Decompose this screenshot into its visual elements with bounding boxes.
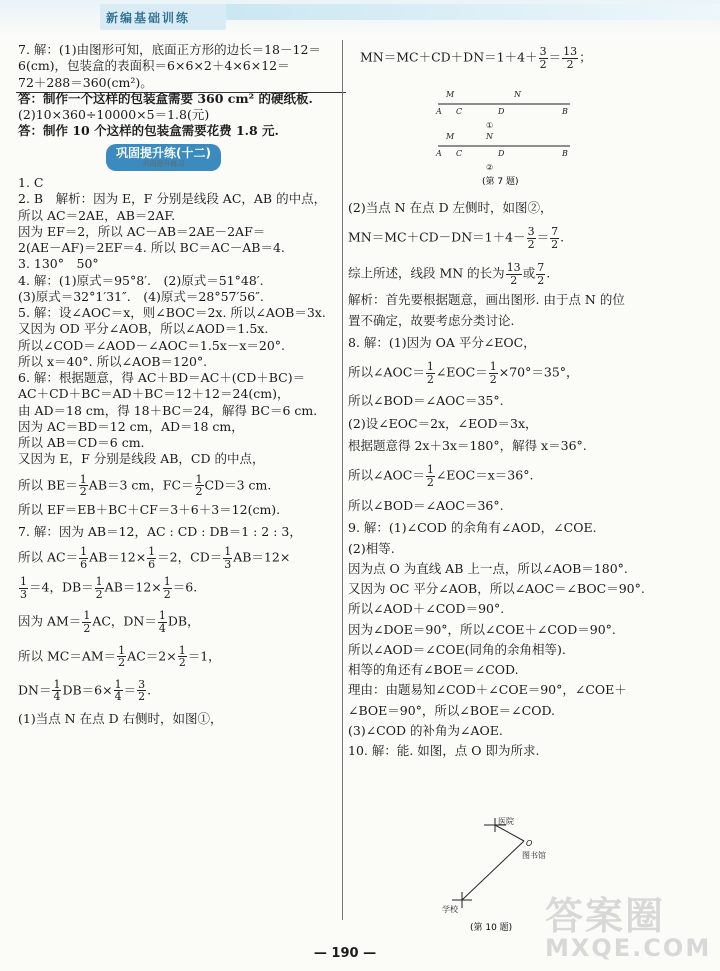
text-span: AB＝3 cm，FC＝ bbox=[88, 477, 194, 493]
text-line: (2)设∠EOC＝2x，∠EOD＝3x， bbox=[348, 415, 538, 431]
text-line: 10. 解：能. 如图，点 O 即为所求. bbox=[348, 743, 540, 759]
text-line: 5. 解：设∠AOC＝x，则∠BOC＝2x. 所以∠AOB＝3x. bbox=[18, 305, 326, 321]
fraction: $\frac{1}{2}$ bbox=[83, 609, 91, 636]
text-line: 所以 x＝40°. 所以∠AOB＝120°. bbox=[18, 353, 208, 369]
text-span: ＝4，DB＝ bbox=[29, 579, 94, 595]
text-line: 答：制作一个这样的包装盒需要 360 cm² 的硬纸板. bbox=[18, 90, 313, 106]
figure-10-diagram bbox=[440, 808, 550, 938]
text-line bbox=[348, 361, 678, 385]
text-span: ＝ bbox=[536, 229, 550, 245]
text-line bbox=[348, 464, 678, 488]
text-span: ∠EOC＝ bbox=[435, 364, 488, 380]
figure-7-diagram bbox=[430, 88, 580, 188]
text-line: 答：制作 10 个这样的包装盒需要花费 1.8 元. bbox=[18, 123, 279, 139]
text-span: AB＝12× bbox=[89, 549, 147, 565]
fraction: $\frac{1}{2}$ bbox=[426, 463, 434, 489]
text-line bbox=[18, 546, 338, 570]
fraction: $\frac{1}{3}$ bbox=[224, 545, 232, 571]
text-line: 置不确定，故要考虑分类讨论. bbox=[348, 312, 515, 328]
text-span: ×70°＝35°， bbox=[498, 364, 579, 380]
line-hospital-o bbox=[495, 825, 524, 841]
fraction: $\frac{1}{2}$ bbox=[163, 575, 171, 601]
label-hospital: 医院 bbox=[498, 817, 514, 826]
text-line: 所以 EF＝EB＋BC＋CF＝3＋6＋3＝12(cm). bbox=[18, 501, 281, 517]
label-c1: C bbox=[456, 107, 463, 116]
figure-7 bbox=[430, 88, 580, 188]
text-line: (2)当点 N 在点 D 左侧时，如图②， bbox=[348, 200, 553, 215]
text-span: ＝1， bbox=[187, 648, 221, 664]
book-title: 新编基础训练 bbox=[100, 4, 226, 30]
label-m2: M bbox=[446, 132, 455, 141]
text-span: AB＝12× bbox=[233, 549, 291, 565]
text-line: (1)当点 N 在点 D 右侧时，如图①， bbox=[18, 710, 223, 726]
text-span: 或 bbox=[522, 265, 536, 281]
figure-7-caption: (第 7 题) bbox=[482, 177, 519, 187]
text-line: 所以∠COD＝∠AOD－∠AOC＝1.5x－x＝20°. bbox=[18, 337, 285, 353]
fraction: $\frac{13}{2}$ bbox=[506, 261, 521, 287]
text-line: 相等的角还有∠BOE＝∠COD. bbox=[348, 662, 519, 678]
fraction: $\frac{1}{2}$ bbox=[195, 472, 203, 499]
fraction: $\frac{1}{2}$ bbox=[95, 575, 103, 601]
text-span: ＝2，CD＝ bbox=[157, 549, 223, 565]
text-line: 72＋288＝360(cm²)。 bbox=[18, 74, 153, 90]
text-line: 又因为 OD 平分∠AOB，所以∠AOD＝1.5x. bbox=[18, 321, 269, 337]
text-span: ＝ bbox=[548, 49, 562, 65]
label-c2: C bbox=[456, 149, 463, 158]
text-line: 2. B 解析：因为 E，F 分别是线段 AC，AB 的中点， bbox=[18, 191, 327, 207]
label-circle1: ① bbox=[486, 121, 494, 130]
text-line: 因为 EF＝2，所以 AC－AB＝2AE－2AF＝ bbox=[18, 223, 266, 239]
label-n2: N bbox=[486, 132, 493, 141]
text-span: DN＝ bbox=[18, 682, 52, 698]
header-ribbon bbox=[200, 4, 720, 20]
label-d2: D bbox=[498, 149, 505, 158]
label-b2: B bbox=[562, 149, 568, 158]
text-line bbox=[348, 226, 678, 250]
text-line: 又因为 E，F 分别是线段 AB，CD 的中点， bbox=[18, 451, 265, 467]
text-span: ∠EOC＝x＝36°. bbox=[435, 467, 534, 483]
text-line: 1. C bbox=[18, 175, 44, 191]
text-span: 所以 BE＝ bbox=[18, 477, 78, 493]
text-span: . bbox=[546, 265, 551, 281]
right-column bbox=[348, 200, 678, 759]
text-span: 所以∠AOC＝ bbox=[348, 467, 425, 483]
text-line: 9. 解：(1)∠COD 的余角有∠AOD，∠COE. bbox=[348, 520, 597, 536]
text-line: 根据题意得 2x＋3x＝180°，解得 x＝36°. bbox=[348, 437, 587, 453]
text-line: 因为点 O 为直线 AB 上一点，所以∠AOB＝180°. bbox=[348, 560, 628, 576]
text-span: ＝ bbox=[123, 682, 137, 698]
text-line: 8. 解：(1)因为 OA 平分∠EOC， bbox=[348, 334, 536, 350]
text-line: 2(AE－AF)＝2EF＝4. 所以 BC＝AC－AB＝4. bbox=[18, 240, 285, 256]
page-number: — 190 — bbox=[313, 946, 377, 961]
text-line: (3)∠COD 的补角为∠AOE. bbox=[348, 722, 503, 738]
fraction: $\frac{1}{4}$ bbox=[53, 677, 61, 704]
text-line: (2)10×360÷10000×5＝1.8(元) bbox=[18, 107, 210, 122]
fraction: $\frac{1}{6}$ bbox=[80, 545, 88, 571]
text-line: 因为∠DOE＝90°，所以∠COE＋∠COD＝90°. bbox=[348, 621, 616, 637]
figure-10-caption: (第 10 题) bbox=[470, 923, 513, 933]
fraction: $\frac{1}{2}$ bbox=[426, 360, 434, 386]
fraction: $\frac{1}{2}$ bbox=[489, 360, 497, 386]
figure-10 bbox=[440, 808, 550, 938]
label-b1: B bbox=[562, 107, 568, 116]
fraction: $\frac{1}{3}$ bbox=[20, 575, 27, 601]
fraction: $\frac{1}{2}$ bbox=[118, 643, 126, 670]
fraction: $\frac{1}{6}$ bbox=[148, 545, 156, 571]
text-span: ＝6. bbox=[172, 579, 198, 595]
label-m1: M bbox=[446, 90, 455, 99]
text-line: 6(cm)，包装盒的表面积＝6×6×2＋4×6×12＝ bbox=[18, 58, 290, 74]
label-a1: A bbox=[436, 107, 442, 116]
text-line: 所以∠AOD＝∠COE(同角的余角相等). bbox=[348, 641, 566, 657]
left-column bbox=[18, 42, 338, 727]
text-span: MN＝MC＋CD＋DN＝1＋4＋ bbox=[360, 49, 538, 65]
text-line: DN＝ $\frac{1}{4}$ DB＝6× $\frac{1}{4}$ ＝ $\frac{3}{2}$ . bbox=[18, 677, 152, 704]
fraction: $\frac{7}{2}$ bbox=[551, 225, 559, 251]
text-span: 因为 AM＝ bbox=[18, 614, 82, 630]
text-line bbox=[18, 610, 338, 634]
text-span: 所以 AC＝ bbox=[18, 549, 79, 565]
text-line: 所以 AB＝CD＝6 cm. bbox=[18, 435, 145, 451]
text-span: CD＝3 cm. bbox=[204, 477, 272, 493]
fraction: $\frac{1}{2}$ bbox=[178, 643, 186, 670]
fraction: $\frac{3}{2}$ bbox=[527, 225, 535, 251]
text-line: 7. 解：因为 AB＝12，AC : CD : DB＝1 : 2 : 3， bbox=[18, 524, 302, 540]
fraction: $\frac{1}{4}$ bbox=[114, 677, 122, 704]
text-line: 所以∠BOD＝∠AOC＝36°. bbox=[348, 498, 504, 514]
watermark bbox=[545, 885, 720, 971]
text-line: 4. 解：(1)原式＝95°8′. (2)原式＝51°48′. bbox=[18, 272, 264, 288]
label-o: O bbox=[526, 839, 533, 848]
text-line bbox=[360, 46, 680, 70]
text-span: . bbox=[560, 229, 565, 245]
text-span: MN＝MC＋CD－DN＝1＋4－ bbox=[348, 229, 526, 245]
text-line: AC＋CD＋BC＝AD＋BC＝12＋12＝24(cm)， bbox=[18, 386, 290, 402]
label-school: 学校 bbox=[442, 905, 458, 914]
text-span: AB＝12× bbox=[104, 579, 162, 595]
text-line: 7. 解：(1)由图形可知，底面正方形的边长＝18－12＝ bbox=[18, 42, 321, 57]
fraction: $\frac{1}{4}$ bbox=[158, 609, 166, 636]
text-span: DB， bbox=[167, 614, 200, 630]
text-line bbox=[18, 474, 338, 498]
section-label: 巩固提升练(十二) bbox=[116, 145, 211, 160]
text-span: ； bbox=[579, 49, 592, 65]
text-span: AC＝2× bbox=[127, 648, 177, 664]
text-line bbox=[348, 262, 678, 286]
text-span: 所以 MC＝AM＝ bbox=[18, 648, 117, 664]
text-line: 解析：首先要根据题意，画出图形. 由于点 N 的位 bbox=[348, 292, 625, 308]
label-n1: N bbox=[514, 90, 521, 99]
text-span: 综上所述，线段 MN 的长为 bbox=[348, 265, 505, 281]
text-line: 又因为 OC 平分∠AOB，所以∠AOC＝∠BOC＝90°. bbox=[348, 581, 645, 597]
fraction: $\frac{7}{2}$ bbox=[537, 261, 545, 287]
text-line: 因为 AC＝BD＝12 cm，AD＝18 cm， bbox=[18, 418, 244, 434]
column-divider bbox=[342, 40, 343, 920]
text-line bbox=[18, 576, 338, 600]
text-line: 所以∠BOD＝∠AOC＝35°. bbox=[348, 393, 504, 409]
fraction: $\frac{3}{2}$ bbox=[138, 677, 146, 704]
text-line: ∠BOE＝90°，所以∠BOE＝∠COD. bbox=[348, 702, 556, 718]
watermark-url: MXQE.COM bbox=[545, 934, 712, 962]
text-line: 3. 130° 50° bbox=[18, 256, 99, 272]
text-span: 所以∠AOC＝ bbox=[348, 364, 425, 380]
label-circle2: ② bbox=[486, 163, 494, 172]
label-d1: D bbox=[498, 107, 505, 116]
text-line: 6. 解：根据题意，得 AC＋BD＝AC＋(CD＋BC)＝ bbox=[18, 370, 306, 386]
text-line: (3)原式＝32°1′31″. (4)原式＝28°57′56″. bbox=[18, 288, 264, 304]
text-line: 所以 AC＝2AE，AB＝2AF. bbox=[18, 207, 176, 223]
text-line bbox=[18, 645, 338, 669]
fraction: $\frac{1}{2}$ bbox=[79, 472, 87, 499]
fraction: $\frac{3}{2}$ bbox=[539, 45, 547, 71]
text-line: (2)相等. bbox=[348, 540, 395, 556]
section-badge bbox=[106, 144, 221, 172]
label-a2: A bbox=[436, 149, 442, 158]
fraction: $\frac{13}{2}$ bbox=[563, 45, 578, 71]
label-library: 图书馆 bbox=[522, 851, 546, 860]
watermark-text: 答案圈 bbox=[545, 894, 666, 938]
right-top-line bbox=[360, 46, 680, 70]
text-line: 理由：由题易知∠COD＋∠COE＝90°，∠COE＋ bbox=[348, 682, 627, 698]
text-span: DB＝6× bbox=[62, 682, 113, 698]
text-span: AC，DN＝ bbox=[92, 614, 157, 630]
line-o-school bbox=[462, 841, 524, 900]
text-line: 所以∠AOD＋∠COD＝90°. bbox=[348, 601, 505, 617]
section-sub: 巩固提升练习 bbox=[142, 160, 185, 169]
text-line: 由 AD＝18 cm，得 18＋BC＝24，解得 BC＝6 cm. bbox=[18, 402, 318, 418]
